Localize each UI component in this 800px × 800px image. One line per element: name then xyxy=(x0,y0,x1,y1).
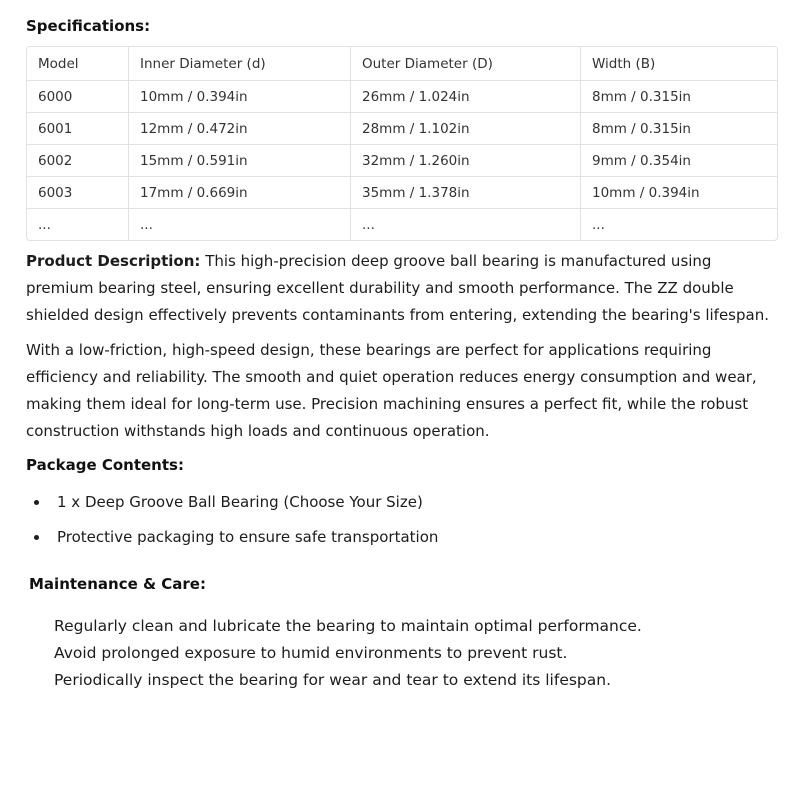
table-cell: ... xyxy=(27,209,129,240)
product-description-text: This high-precision deep groove ball bearing is manufactured using premium bearing steel, ensuring excellent durability and smooth performance. The ZZ double shielded design effectively prevents contaminants from entering, extending the bearing's lifespan. xyxy=(26,252,769,324)
package-contents-heading: Package Contents: xyxy=(26,456,184,474)
product-description xyxy=(26,248,778,329)
list-item-text: 1 x Deep Groove Ball Bearing (Choose Your Size) xyxy=(57,493,423,511)
table-cell: 28mm / 1.102in xyxy=(351,113,581,145)
table-row xyxy=(27,177,777,209)
table-row xyxy=(27,81,777,113)
table-cell: 32mm / 1.260in xyxy=(351,145,581,177)
list-item xyxy=(26,488,438,523)
table-cell: ... xyxy=(129,209,351,240)
table-cell: 15mm / 0.591in xyxy=(129,145,351,177)
package-contents-list xyxy=(26,488,438,558)
column-header: Width (B) xyxy=(581,47,777,81)
table-cell: 8mm / 0.315in xyxy=(581,113,777,145)
column-header: Outer Diameter (D) xyxy=(351,47,581,81)
column-header: Model xyxy=(27,47,129,81)
list-item xyxy=(26,523,438,558)
table-cell: 8mm / 0.315in xyxy=(581,81,777,113)
table-cell: 26mm / 1.024in xyxy=(351,81,581,113)
specifications-heading: Specifications: xyxy=(26,17,151,35)
table-cell: 6003 xyxy=(27,177,129,209)
table-cell: ... xyxy=(351,209,581,240)
table-cell: 9mm / 0.354in xyxy=(581,145,777,177)
product-description-label: Product Description: xyxy=(26,252,201,270)
table-row xyxy=(27,209,777,240)
specifications-table xyxy=(26,46,778,241)
column-header: Inner Diameter (d) xyxy=(129,47,351,81)
list-item-text: Protective packaging to ensure safe transportation xyxy=(57,528,439,546)
table-cell: 12mm / 0.472in xyxy=(129,113,351,145)
maintenance-heading: Maintenance & Care: xyxy=(29,575,206,593)
table-cell: 10mm / 0.394in xyxy=(581,177,777,209)
table-cell: 6000 xyxy=(27,81,129,113)
maintenance-line: Avoid prolonged exposure to humid environments to prevent rust. xyxy=(54,644,568,662)
table-cell: ... xyxy=(592,216,605,233)
table-cell: 10mm / 0.394in xyxy=(129,81,351,113)
table-row xyxy=(27,113,777,145)
table-header-row xyxy=(27,47,777,81)
maintenance-line: Regularly clean and lubricate the bearing to maintain optimal performance. xyxy=(54,617,642,635)
table-cell: 6002 xyxy=(27,145,129,177)
table-cell: 35mm / 1.378in xyxy=(351,177,581,209)
table-row xyxy=(27,145,777,177)
bullet-icon xyxy=(34,535,39,540)
maintenance-lines xyxy=(54,613,642,694)
performance-paragraph: With a low-friction, high-speed design, these bearings are perfect for applications requiring efficiency and reliability. The smooth and quiet operation reduces energy consumption and wear, making them ideal for long-term use. Precision machining ensures a perfect fit, while the robust construction withstands high loads and continuous operation. xyxy=(26,341,757,440)
maintenance-line: Periodically inspect the bearing for wear and tear to extend its lifespan. xyxy=(54,671,612,689)
table-cell: 6001 xyxy=(27,113,129,145)
bullet-icon xyxy=(34,500,39,505)
table-cell: 17mm / 0.669in xyxy=(129,177,351,209)
